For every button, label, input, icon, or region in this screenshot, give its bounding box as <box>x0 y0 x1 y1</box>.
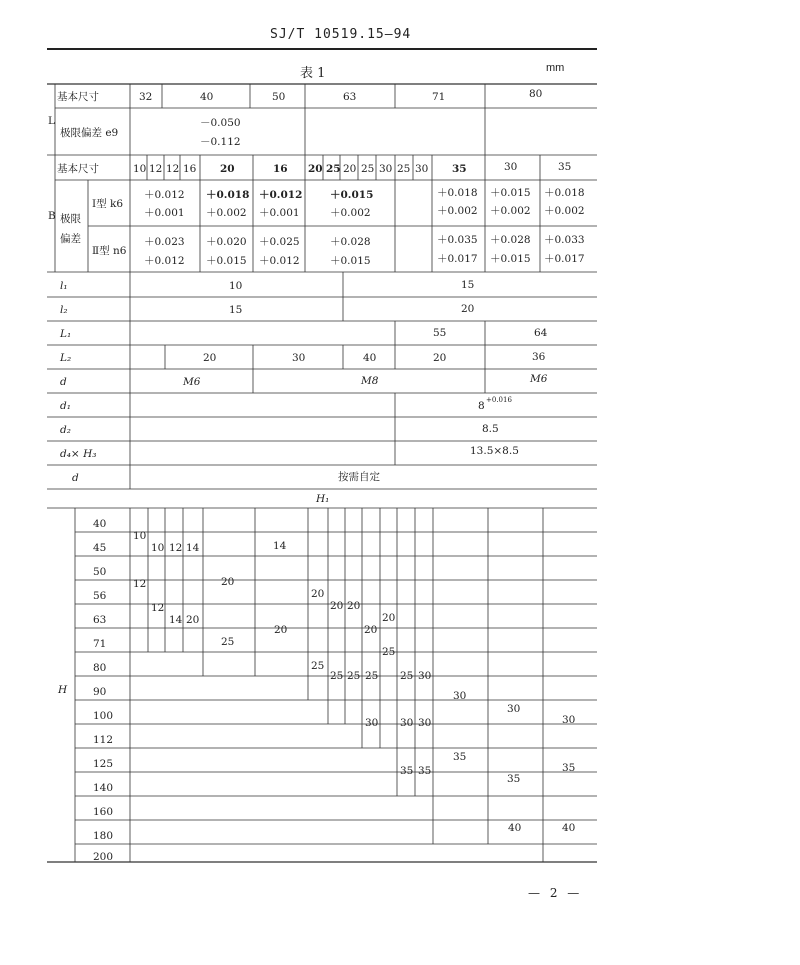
L2-value: 36 <box>532 351 546 363</box>
B-size: 20 <box>308 163 323 175</box>
k6-lower: ＋0.001 <box>259 207 300 219</box>
label-d1: d₁ <box>60 400 71 412</box>
n6-upper: ＋0.033 <box>544 234 585 246</box>
n6-upper: ＋0.023 <box>144 236 185 248</box>
H1-value: 30 <box>400 717 414 729</box>
n6-lower: ＋0.015 <box>330 255 371 267</box>
H-value: 50 <box>93 566 107 578</box>
L-size: 50 <box>272 91 286 103</box>
k6-upper: ＋0.018 <box>544 187 585 199</box>
row-label-H: H <box>58 684 68 696</box>
H1-value: 20 <box>330 600 344 612</box>
k6-lower: ＋0.002 <box>330 207 371 219</box>
n6-lower: ＋0.017 <box>437 253 478 265</box>
H1-value: 25 <box>221 636 235 648</box>
H1-value: 35 <box>507 773 521 785</box>
H1-value: 30 <box>418 717 432 729</box>
B-size: 16 <box>273 163 288 175</box>
B-size: 25 <box>397 163 411 175</box>
H1-value: 40 <box>508 822 522 834</box>
l2-value: 20 <box>461 303 475 315</box>
H-value: 112 <box>93 734 114 746</box>
B-size: 25 <box>361 163 375 175</box>
H1-value: 10 <box>151 542 165 554</box>
H1-value: 12 <box>169 542 183 554</box>
H1-value: 35 <box>453 751 467 763</box>
H-value: 71 <box>93 638 107 650</box>
H1-value: 20 <box>186 614 200 626</box>
H1-value: 20 <box>382 612 396 624</box>
k6-upper: ＋0.018 <box>437 187 478 199</box>
L-size: 32 <box>139 91 153 103</box>
H1-value: 20 <box>311 588 325 600</box>
label-d2: d₂ <box>60 424 71 436</box>
H-value: 160 <box>93 806 114 818</box>
B-size: 12 <box>149 163 163 175</box>
n6-upper: ＋0.025 <box>259 236 300 248</box>
L-dev-upper: －0.050 <box>200 117 241 129</box>
d-value: M6 <box>530 373 548 385</box>
d4H3-value: 13.5×8.5 <box>470 445 519 457</box>
B-sizes <box>133 161 571 175</box>
L1-value: 55 <box>433 327 447 339</box>
H1-values <box>133 530 575 834</box>
H1-value: 25 <box>347 670 361 682</box>
label-H1: H₁ <box>316 493 330 505</box>
k6-lower: ＋0.002 <box>437 205 478 217</box>
B-size: 12 <box>166 163 180 175</box>
d-value: M6 <box>183 376 201 388</box>
k6-lower: ＋0.002 <box>206 207 247 219</box>
H1-value: 35 <box>418 765 432 777</box>
H-value: 40 <box>93 518 107 530</box>
label-d: d <box>60 376 67 388</box>
H1-value: 30 <box>418 670 432 682</box>
H1-value: 20 <box>274 624 288 636</box>
H1-value: 20 <box>221 576 235 588</box>
H1-value: 40 <box>562 822 576 834</box>
B-size: 30 <box>504 161 518 173</box>
k6-upper: ＋0.015 <box>490 187 531 199</box>
H-list <box>93 518 113 863</box>
n6-lower: ＋0.012 <box>144 255 185 267</box>
page-number: — 2 — <box>528 886 583 900</box>
label-limit-dev-1: 极限 <box>60 213 81 225</box>
label-basic-size-L: 基本尺寸 <box>57 91 99 103</box>
H-value: 180 <box>93 830 114 842</box>
H-value: 140 <box>93 782 114 794</box>
H-value: 80 <box>93 662 107 674</box>
B-size: 25 <box>326 163 341 175</box>
H1-value: 35 <box>400 765 414 777</box>
H1-value: 25 <box>382 646 396 658</box>
H-value: 200 <box>93 851 114 863</box>
L2-value: 20 <box>203 352 217 364</box>
B-size: 30 <box>379 163 393 175</box>
H1-value: 12 <box>133 578 147 590</box>
k6-upper: ＋0.018 <box>206 189 250 201</box>
L2-value: 40 <box>363 352 377 364</box>
H-value: 90 <box>93 686 107 698</box>
H1-value: 20 <box>347 600 361 612</box>
H1-value: 30 <box>562 714 576 726</box>
k6-lower: ＋0.001 <box>144 207 185 219</box>
l2-value: 15 <box>229 304 243 316</box>
n6-upper: ＋0.020 <box>206 236 247 248</box>
L2-value: 20 <box>433 352 447 364</box>
d1-tolerance: +0.016 <box>486 396 512 404</box>
row-label-B: B <box>48 210 56 222</box>
L-size: 71 <box>432 91 446 103</box>
k6-upper: ＋0.012 <box>144 189 185 201</box>
l1-value: 10 <box>229 280 243 292</box>
L-dev-lower: －0.112 <box>200 136 241 148</box>
standard-number: SJ/T 10519.15—94 <box>270 27 412 42</box>
H1-value: 25 <box>311 660 325 672</box>
L-size: 80 <box>529 88 543 100</box>
H1-value: 25 <box>400 670 414 682</box>
H1-value: 14 <box>273 540 287 552</box>
L2-value: 30 <box>292 352 306 364</box>
B-size: 10 <box>133 163 147 175</box>
H1-value: 12 <box>151 602 165 614</box>
H1-value: 30 <box>453 690 467 702</box>
H1-value: 14 <box>186 542 200 554</box>
label-limit-dev-e9: 极限偏差 e9 <box>60 127 119 139</box>
n6-deviations <box>144 234 585 267</box>
B-size: 30 <box>415 163 429 175</box>
n6-upper: ＋0.028 <box>330 236 371 248</box>
n6-lower: ＋0.012 <box>259 255 300 267</box>
d1-value: 8 <box>478 400 485 412</box>
d-value: M8 <box>361 375 379 387</box>
k6-lower: ＋0.002 <box>544 205 585 217</box>
n6-upper: ＋0.028 <box>490 234 531 246</box>
L-size: 63 <box>343 91 357 103</box>
H1-value: 14 <box>169 614 183 626</box>
H1-value: 30 <box>507 703 521 715</box>
k6-deviations <box>144 187 585 219</box>
B-size: 16 <box>183 163 197 175</box>
H1-value: 25 <box>330 670 344 682</box>
H-value: 63 <box>93 614 107 626</box>
d2-value: 8.5 <box>482 423 499 435</box>
d-last-value: 按需自定 <box>338 471 380 483</box>
label-L1: L₁ <box>60 328 72 340</box>
k6-lower: ＋0.002 <box>490 205 531 217</box>
label-l1: l₁ <box>60 280 68 292</box>
k6-upper: ＋0.012 <box>259 189 303 201</box>
H-value: 45 <box>93 542 107 554</box>
n6-lower: ＋0.017 <box>544 253 585 265</box>
H-value: 56 <box>93 590 107 602</box>
H1-value: 20 <box>364 624 378 636</box>
B-size: 20 <box>343 163 357 175</box>
label-type2-n6: Ⅱ型 n6 <box>92 245 127 257</box>
label-basic-size-B: 基本尺寸 <box>57 163 99 175</box>
H1-value: 10 <box>133 530 147 542</box>
H1-value: 25 <box>365 670 379 682</box>
label-limit-dev-2: 偏差 <box>60 233 81 245</box>
label-l2: l₂ <box>60 304 68 316</box>
table-unit: mm <box>546 62 565 74</box>
n6-lower: ＋0.015 <box>206 255 247 267</box>
n6-lower: ＋0.015 <box>490 253 531 265</box>
l1-value: 15 <box>461 279 475 291</box>
table-grid <box>47 84 597 862</box>
B-size: 35 <box>558 161 572 173</box>
label-d4H3: d₄× H₃ <box>60 448 97 460</box>
L1-value: 64 <box>534 327 548 339</box>
label-type1-k6: Ⅰ型 k6 <box>92 198 124 210</box>
H1-value: 30 <box>365 717 379 729</box>
B-size: 35 <box>452 163 467 175</box>
H1-value: 35 <box>562 762 576 774</box>
k6-upper: ＋0.015 <box>330 189 374 201</box>
H-value: 100 <box>93 710 114 722</box>
n6-upper: ＋0.035 <box>437 234 478 246</box>
H-value: 125 <box>93 758 114 770</box>
L-size: 40 <box>200 91 214 103</box>
B-size: 20 <box>220 163 235 175</box>
row-label-L: L <box>48 115 55 127</box>
table-caption: 表 1 <box>300 66 326 81</box>
label-d-last: d <box>72 472 79 484</box>
label-L2: L₂ <box>60 352 72 364</box>
